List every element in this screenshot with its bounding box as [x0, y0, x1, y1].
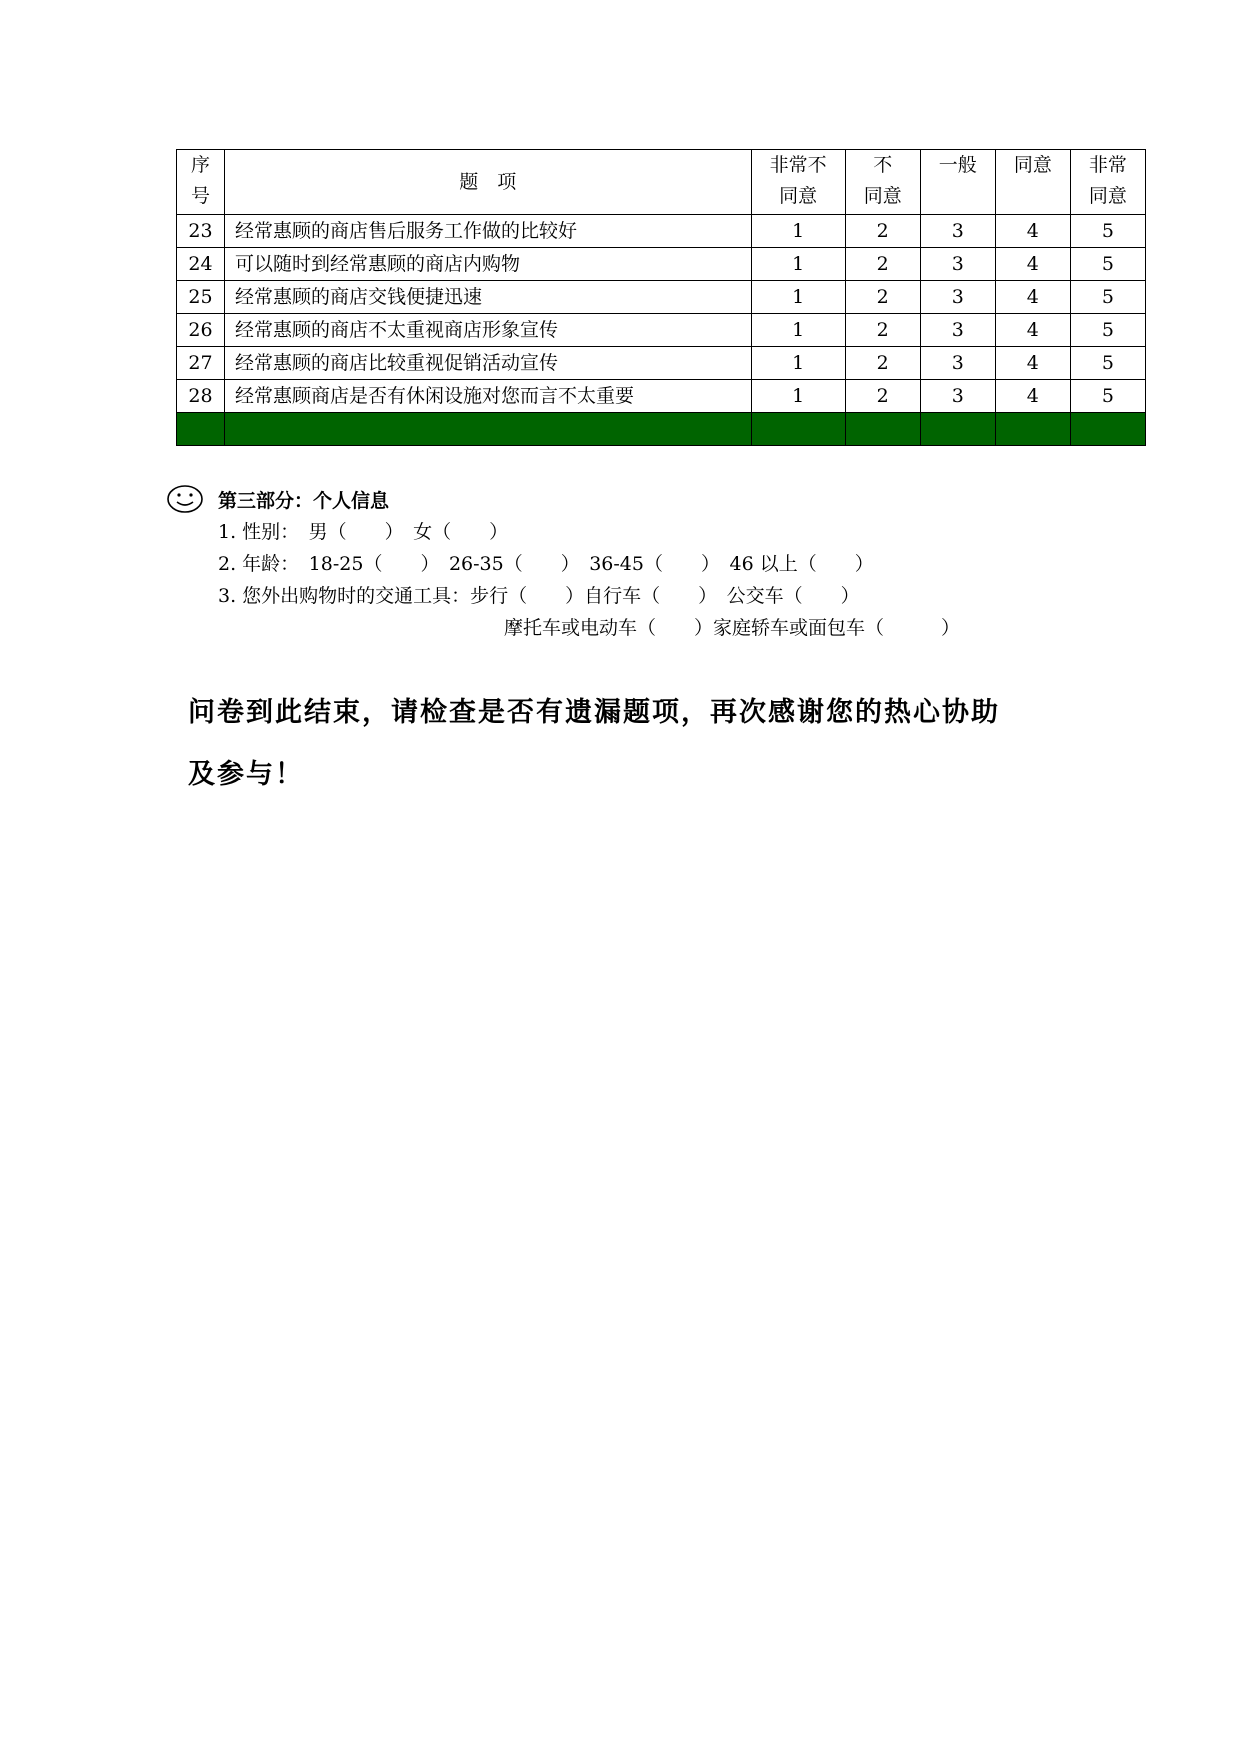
row-item: 经常惠顾的商店比较重视促销活动宣传 [225, 347, 752, 380]
score-3[interactable]: 3 [920, 314, 995, 347]
score-5[interactable]: 5 [1070, 281, 1145, 314]
footer-cell [995, 413, 1070, 446]
header-agree: 同意 [995, 150, 1070, 215]
header-strongly-disagree: 非常不 同意 [751, 150, 845, 215]
score-1[interactable]: 1 [751, 248, 845, 281]
score-1[interactable]: 1 [751, 281, 845, 314]
footer-cell [177, 413, 225, 446]
table-row [177, 281, 1146, 314]
header-num: 序 号 [177, 150, 225, 215]
table-row [177, 380, 1146, 413]
header-item: 题 项 [225, 150, 752, 215]
row-item: 经常惠顾的商店不太重视商店形象宣传 [225, 314, 752, 347]
score-2[interactable]: 2 [845, 314, 920, 347]
score-2[interactable]: 2 [845, 347, 920, 380]
score-2[interactable]: 2 [845, 380, 920, 413]
score-5[interactable]: 5 [1070, 215, 1145, 248]
score-1[interactable]: 1 [751, 314, 845, 347]
score-5[interactable]: 5 [1070, 314, 1145, 347]
transport-question: 3. 您外出购物时的交通工具：步行（ ）自行车（ ） 公交车（ ） [218, 585, 860, 607]
gender-question: 1. 性别： 男（ ） 女（ ） [218, 521, 509, 543]
table-footer-row [177, 413, 1146, 446]
table-row [177, 314, 1146, 347]
table-row [177, 347, 1146, 380]
score-5[interactable]: 5 [1070, 347, 1145, 380]
smiley-icon [166, 484, 204, 514]
score-4[interactable]: 4 [995, 380, 1070, 413]
footer-cell [845, 413, 920, 446]
score-2[interactable]: 2 [845, 215, 920, 248]
section-title: 第三部分：个人信息 [218, 490, 390, 512]
score-5[interactable]: 5 [1070, 380, 1145, 413]
row-num: 28 [177, 380, 225, 413]
closing-message-line2: 及参与！ [188, 759, 304, 790]
row-num: 25 [177, 281, 225, 314]
score-1[interactable]: 1 [751, 347, 845, 380]
closing-message-line1: 问卷到此结束，请检查是否有遗漏题项，再次感谢您的热心协助 [188, 697, 1000, 728]
row-num: 27 [177, 347, 225, 380]
score-3[interactable]: 3 [920, 281, 995, 314]
score-3[interactable]: 3 [920, 248, 995, 281]
score-4[interactable]: 4 [995, 347, 1070, 380]
header-strongly-agree: 非常 同意 [1070, 150, 1145, 215]
score-5[interactable]: 5 [1070, 248, 1145, 281]
survey-table [176, 149, 1146, 446]
score-4[interactable]: 4 [995, 248, 1070, 281]
score-1[interactable]: 1 [751, 380, 845, 413]
row-item: 经常惠顾的商店交钱便捷迅速 [225, 281, 752, 314]
score-3[interactable]: 3 [920, 215, 995, 248]
score-4[interactable]: 4 [995, 215, 1070, 248]
row-item: 经常惠顾商店是否有休闲设施对您而言不太重要 [225, 380, 752, 413]
table-header-row [177, 150, 1146, 215]
transport-question-continued: 摩托车或电动车（ ）家庭轿车或面包车（ ） [504, 617, 961, 639]
age-question: 2. 年龄： 18-25（ ） 26-35（ ） 36-45（ ） 46 以上（ ） [218, 553, 874, 575]
score-3[interactable]: 3 [920, 380, 995, 413]
row-item: 可以随时到经常惠顾的商店内购物 [225, 248, 752, 281]
score-1[interactable]: 1 [751, 215, 845, 248]
footer-cell [920, 413, 995, 446]
row-item: 经常惠顾的商店售后服务工作做的比较好 [225, 215, 752, 248]
score-4[interactable]: 4 [995, 314, 1070, 347]
header-neutral: 一般 [920, 150, 995, 215]
score-3[interactable]: 3 [920, 347, 995, 380]
score-2[interactable]: 2 [845, 281, 920, 314]
row-num: 26 [177, 314, 225, 347]
header-disagree: 不 同意 [845, 150, 920, 215]
score-4[interactable]: 4 [995, 281, 1070, 314]
footer-cell [225, 413, 752, 446]
footer-cell [1070, 413, 1145, 446]
score-2[interactable]: 2 [845, 248, 920, 281]
row-num: 24 [177, 248, 225, 281]
row-num: 23 [177, 215, 225, 248]
table-row [177, 215, 1146, 248]
footer-cell [751, 413, 845, 446]
table-row [177, 248, 1146, 281]
